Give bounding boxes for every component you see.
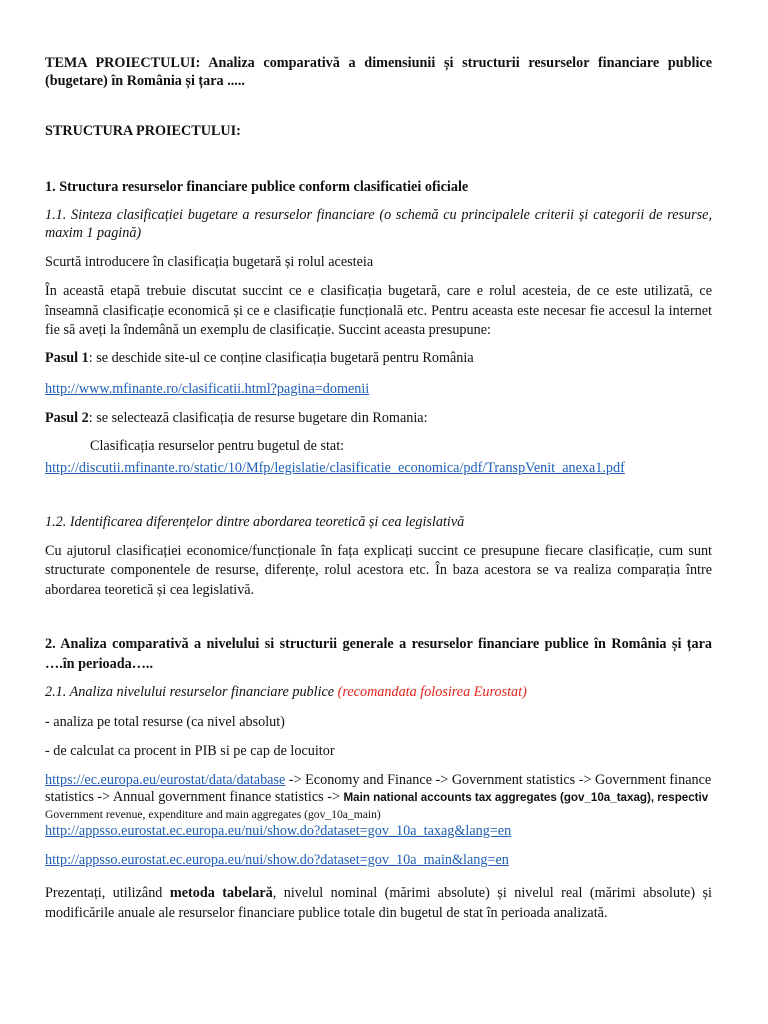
eurostat-recommendation: (recomandata folosirea Eurostat) (337, 684, 527, 700)
classification-pdf-link-row (45, 459, 712, 477)
eurostat-navigation (45, 772, 712, 840)
section-2-1-heading (45, 683, 712, 701)
final-instruction-pre: Prezentați, utilizând (45, 885, 170, 901)
bullet-pib-per-capita: - de calculat ca procent in PIB si pe cap de locuitor (45, 743, 335, 759)
section-1-heading: 1. Structura resurselor financiare publice conform clasificatiei oficiale (45, 179, 469, 195)
project-theme (45, 54, 712, 90)
mfinante-link-row (45, 380, 712, 398)
step-1-text: : se deschide site-ul ce conține clasificația bugetară pentru România (88, 349, 474, 366)
eurostat-taxag-link[interactable]: http://appsso.eurostat.ec.europa.eu/nui/show.do?dataset=gov_10a_taxag&lang=en (45, 823, 512, 839)
project-theme-text: Analiza comparativă a dimensiunii și structurii resurselor financiare publice (bugetare) în România și țara ..... (45, 55, 712, 89)
eurostat-main-link[interactable]: http://appsso.eurostat.ec.europa.eu/nui/show.do?dataset=gov_10a_main&lang=en (45, 852, 509, 868)
mfinante-classification-link[interactable]: http://www.mfinante.ro/clasificatii.html?pagina=domenii (45, 380, 370, 397)
section-2-heading: 2. Analiza comparativă a nivelului si structurii generale a resurselor financiare publice în România și țara ….în perioada….. (45, 636, 712, 672)
section-1-1-intro: Scurtă introducere în clasificația bugetară și rolul acesteia (45, 254, 374, 270)
section-1-1-paragraph: În această etapă trebuie discutat succint ce e clasificația bugetară, care e rolul acesteia, de ce este utilizată, ce înseamnă clasificație economică și ce e clasificație funcțională etc. Pentru aceasta este necesar fie accesul la internet fie să aveți la îndemână un exemplu de clasificație. Succint aceasta presupune: (45, 283, 712, 338)
step-2-label: Pasul 2 (45, 409, 89, 426)
eurostat-database-link[interactable]: https://ec.europa.eu/eurostat/data/database (45, 772, 286, 788)
step-2 (45, 409, 712, 427)
document-page (45, 48, 712, 923)
project-theme-label: TEMA PROIECTULUI: (45, 55, 201, 71)
structure-heading: STRUCTURA PROIECTULUI: (45, 123, 241, 139)
eurostat-nav-path: -> Economy and Finance -> Government statistics -> Government finance statistics -> Annual government finance statistics -> (45, 772, 712, 805)
final-instruction-post: , nivelul nominal (mărimi absolute) și nivelul real (mărimi absolute) și modificările anuale ale resurselor financiare publice totale din bugetul de stat în perioada analizată. (45, 885, 713, 921)
bullet-total-resources: - analiza pe total resurse (ca nivel absolut) (45, 714, 285, 730)
dataset-names-bold: Main national accounts tax aggregates (gov_10a_taxag), respectiv (343, 791, 709, 804)
classification-pdf-link[interactable]: http://discutii.mfinante.ro/static/10/Mfp/legislatie/clasificatie_economica/pdf/TranspVenit_anexa1.pdf (45, 459, 625, 476)
tabular-method: metoda tabelară (169, 885, 273, 901)
step-1 (45, 349, 712, 367)
step-1-label: Pasul 1 (45, 349, 89, 366)
classification-label: Clasificația resurselor pentru bugetul de stat: (90, 437, 345, 454)
section-1-2-heading: 1.2. Identificarea diferențelor dintre abordarea teoretică și cea legislativă (45, 513, 465, 530)
section-2-1-title: 2.1. Analiza nivelului resurselor financiare publice (45, 684, 335, 700)
section-1-2-paragraph: Cu ajutorul clasificației economice/funcționale în fața explicați succint ce presupune fiecare clasificație, cum sunt structurate componentele de resurse, diferențe, rolul acestora etc. În baza acestora se va realiza comparația între abordarea teoretică și cea legislativă. (45, 542, 712, 598)
section-1-1-heading: 1.1. Sinteza clasificației bugetare a resurselor financiare (o schemă cu principalele criterii și categorii de resurse, maxim 1 pagină) (45, 207, 712, 241)
final-instruction (45, 883, 712, 923)
eurostat-main-link-row (45, 851, 712, 869)
step-2-text: : se selectează clasificația de resurse bugetare din Romania: (88, 409, 428, 426)
dataset-names-rest: Government revenue, expenditure and main aggregates (gov_10a_main) (45, 808, 381, 821)
